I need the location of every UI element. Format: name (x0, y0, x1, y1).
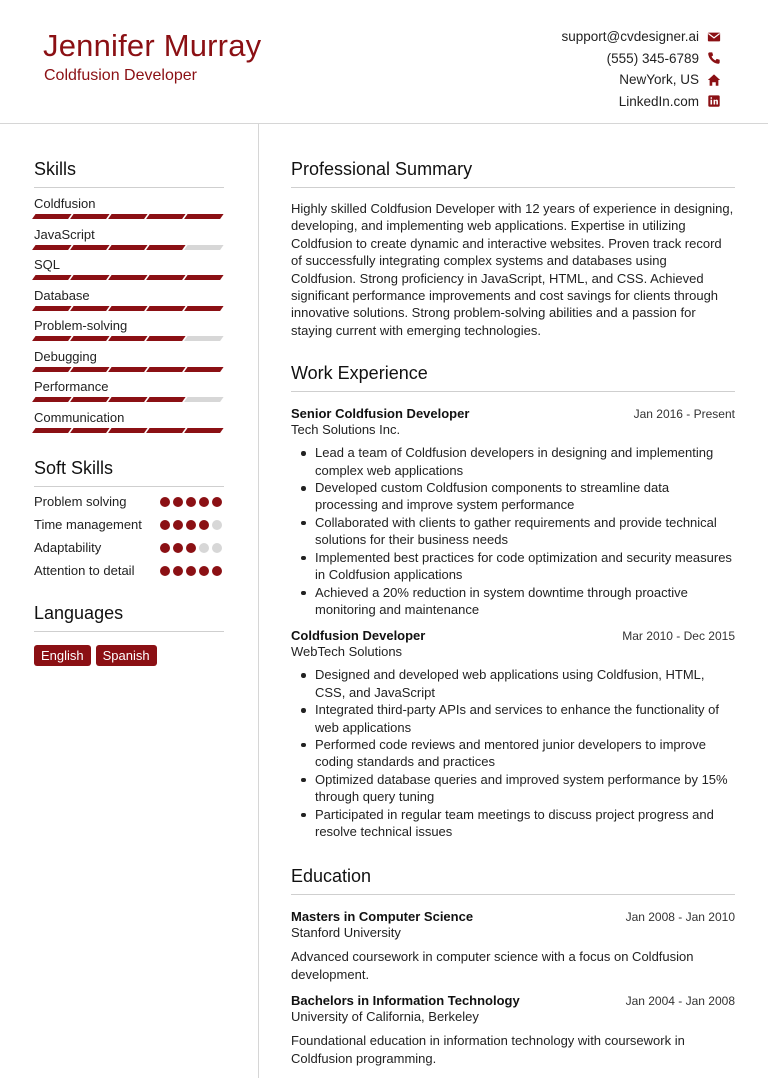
rating-dot (199, 543, 209, 553)
rating-dot (212, 520, 222, 530)
education-header (291, 909, 735, 924)
job-bullet: Participated in regular team meetings to discuss project progress and resolve technical issues (301, 806, 735, 841)
envelope-icon (707, 30, 721, 44)
contact-linkedin-text: LinkedIn.com (618, 93, 699, 109)
skills-list (34, 196, 224, 432)
education-entry (291, 909, 735, 983)
resume-header (0, 0, 768, 124)
phone-icon (707, 51, 721, 65)
skill-name: Problem-solving (34, 318, 128, 333)
skill-level-segment (32, 428, 71, 433)
skill-level-segment (70, 275, 109, 280)
school-name: Stanford University (291, 925, 401, 941)
education-description: Advanced coursework in computer science with a focus on Coldfusion development. (291, 949, 694, 982)
skill-name: Coldfusion (34, 196, 96, 211)
job-bullet: Performed code reviews and mentored junior developers to improve coding standards and practices (301, 736, 735, 771)
skill-level-segment (70, 428, 109, 433)
school-name: University of California, Berkeley (291, 1009, 479, 1025)
job-bullet: Lead a team of Coldfusion developers in designing and implementing complex web applications (301, 444, 735, 479)
skill-level-segment (108, 428, 147, 433)
rating-dot (212, 543, 222, 553)
contact-phone[interactable] (561, 48, 721, 70)
rating-dot (212, 497, 222, 507)
rating-dot (160, 566, 170, 576)
skill-level-segment (32, 397, 71, 402)
rating-dot (173, 520, 183, 530)
degree-name: Bachelors in Information Technology (291, 993, 520, 1009)
skill-name: Communication (34, 409, 125, 425)
summary-section (291, 159, 735, 339)
rating-dot (160, 543, 170, 553)
education-heading: Education (291, 866, 735, 895)
skill-level-segment (32, 336, 71, 341)
rating-dot (186, 543, 196, 553)
candidate-name: Jennifer Murray (43, 28, 262, 63)
rating-dot (199, 497, 209, 507)
company-name: WebTech Solutions (291, 644, 403, 660)
soft-skill-name: Time management (34, 517, 142, 532)
skill-level-bar (34, 397, 224, 402)
skill-item (34, 196, 224, 219)
job-entry (291, 406, 735, 618)
education-header (291, 993, 735, 1008)
skill-name: SQL (34, 257, 61, 272)
skill-name: Performance (34, 379, 109, 394)
job-bullet: Developed custom Coldfusion components to streamline data processing and improve system performance (301, 479, 735, 514)
job-date: Jan 2016 - Present (633, 407, 735, 422)
skill-level-segment (70, 306, 109, 311)
job-bullet: Achieved a 20% reduction in system downtime through proactive monitoring and maintenance (301, 584, 735, 619)
contact-phone-text: (555) 345-6789 (606, 50, 699, 66)
soft-skill-name: Problem solving (34, 494, 127, 509)
jobs-list (291, 406, 735, 840)
language-badge: Spanish (96, 645, 157, 666)
degree-name: Masters in Computer Science (291, 909, 474, 925)
skill-level-segment (184, 306, 223, 311)
rating-dot (199, 520, 209, 530)
soft-skills-section (34, 458, 224, 579)
skill-level-segment (108, 275, 147, 280)
skill-level-segment (108, 214, 147, 219)
education-entry (291, 993, 735, 1067)
languages-list (34, 645, 224, 666)
skill-level-bar (34, 336, 224, 341)
skill-name: JavaScript (34, 226, 95, 242)
skill-level-segment (70, 245, 109, 250)
education-date: Jan 2004 - Jan 2008 (625, 994, 735, 1009)
soft-skill-rating (160, 543, 222, 556)
left-column (34, 124, 224, 666)
job-bullet: Implemented best practices for code optimization and security measures in Coldfusion applications (301, 549, 735, 584)
skill-level-segment (32, 245, 71, 250)
skill-name: Database (34, 287, 90, 303)
education-section (291, 866, 735, 1067)
contact-linkedin[interactable] (561, 91, 721, 113)
skill-level-segment (184, 397, 223, 402)
candidate-title: Coldfusion Developer (44, 67, 197, 84)
contact-location-text: NewYork, US (619, 72, 699, 88)
education-description: Foundational education in information technology with coursework in Coldfusion programming. (291, 1033, 685, 1066)
skill-level-segment (108, 336, 147, 341)
job-bullet: Integrated third-party APIs and services to enhance the functionality of web applications (301, 701, 735, 736)
skill-level-bar (34, 275, 224, 280)
rating-dot (212, 566, 222, 576)
soft-skill-rating (160, 497, 222, 510)
experience-section (291, 363, 735, 840)
rating-dot (186, 566, 196, 576)
linkedin-icon (707, 94, 721, 108)
skill-level-segment (108, 245, 147, 250)
job-title: Coldfusion Developer (291, 628, 426, 644)
soft-skills-heading: Soft Skills (34, 458, 224, 487)
skill-level-segment (146, 397, 185, 402)
column-divider (258, 124, 259, 1078)
job-bullets (301, 444, 735, 618)
summary-text: Highly skilled Coldfusion Developer with 12 years of experience in designing, developing, and implementing web applications. Expertise in utilizing Coldfusion to create dynamic and interactive websites. Proven track record of successfully integrating complex systems and databases using Coldfusion. Strong proficiency in JavaScript, HTML, and CSS. Achieved significant performance improvements and cost savings for clients through innovative solutions. Strong problem-solving abilities and a passion for staying current with emerging technologies. (291, 201, 734, 338)
skill-level-segment (184, 367, 223, 372)
job-header (291, 628, 735, 643)
contact-email-text: support@cvdesigner.ai (561, 29, 699, 45)
job-bullet: Optimized database queries and improved system performance by 15% through query tuning (301, 771, 735, 806)
rating-dot (199, 566, 209, 576)
job-date: Mar 2010 - Dec 2015 (622, 629, 735, 644)
education-date: Jan 2008 - Jan 2010 (625, 910, 735, 925)
skill-level-segment (32, 306, 71, 311)
soft-skill-item (34, 539, 224, 556)
skills-section (34, 159, 224, 432)
skill-level-segment (70, 367, 109, 372)
skill-level-segment (32, 275, 71, 280)
skill-level-segment (184, 336, 223, 341)
skill-level-segment (108, 367, 147, 372)
skill-level-segment (146, 367, 185, 372)
skill-level-bar (34, 306, 224, 311)
skill-item (34, 349, 224, 372)
skill-level-segment (184, 245, 223, 250)
skill-item (34, 257, 224, 280)
rating-dot (173, 497, 183, 507)
contact-list (561, 26, 721, 112)
skill-level-segment (184, 214, 223, 219)
skill-level-segment (70, 397, 109, 402)
rating-dot (186, 520, 196, 530)
education-list (291, 909, 735, 1067)
skill-level-segment (146, 245, 185, 250)
soft-skills-list (34, 493, 224, 579)
languages-section (34, 603, 224, 666)
skill-level-segment (146, 306, 185, 311)
contact-email[interactable] (561, 26, 721, 48)
contact-location (561, 69, 721, 91)
soft-skill-item (34, 516, 224, 533)
skill-item (34, 227, 224, 250)
language-badge: English (34, 645, 91, 666)
company-name: Tech Solutions Inc. (291, 422, 401, 438)
soft-skill-item (34, 493, 224, 510)
job-bullet: Designed and developed web applications using Coldfusion, HTML, CSS, and JavaScript (301, 666, 735, 701)
skill-level-segment (32, 214, 71, 219)
skill-level-segment (146, 428, 185, 433)
skill-level-segment (32, 367, 71, 372)
soft-skill-rating (160, 566, 222, 579)
languages-heading: Languages (34, 603, 224, 632)
skill-level-bar (34, 245, 224, 250)
skills-heading: Skills (34, 159, 224, 188)
skill-level-segment (146, 214, 185, 219)
skill-level-segment (108, 306, 147, 311)
job-entry (291, 628, 735, 840)
soft-skill-rating (160, 520, 222, 533)
skill-level-bar (34, 214, 224, 219)
job-title: Senior Coldfusion Developer (291, 406, 470, 422)
rating-dot (160, 520, 170, 530)
job-header (291, 406, 735, 421)
skill-item (34, 379, 224, 402)
job-bullets (301, 666, 735, 840)
skill-item (34, 410, 224, 433)
skill-level-segment (146, 275, 185, 280)
skill-level-segment (184, 275, 223, 280)
skill-name: Debugging (34, 348, 97, 364)
skill-level-segment (70, 336, 109, 341)
skill-level-bar (34, 367, 224, 372)
skill-level-segment (184, 428, 223, 433)
skill-level-segment (70, 214, 109, 219)
experience-heading: Work Experience (291, 363, 735, 392)
soft-skill-name: Adaptability (34, 540, 102, 555)
summary-heading: Professional Summary (291, 159, 735, 188)
soft-skill-item (34, 562, 224, 579)
soft-skill-name: Attention to detail (34, 563, 135, 578)
skill-item (34, 318, 224, 341)
rating-dot (173, 566, 183, 576)
skill-level-bar (34, 428, 224, 433)
job-bullet: Collaborated with clients to gather requirements and provide technical solutions for their business needs (301, 514, 735, 549)
rating-dot (186, 497, 196, 507)
right-column (291, 124, 735, 1067)
rating-dot (160, 497, 170, 507)
rating-dot (173, 543, 183, 553)
skill-level-segment (146, 336, 185, 341)
skill-level-segment (108, 397, 147, 402)
skill-item (34, 288, 224, 311)
home-icon (707, 73, 721, 87)
